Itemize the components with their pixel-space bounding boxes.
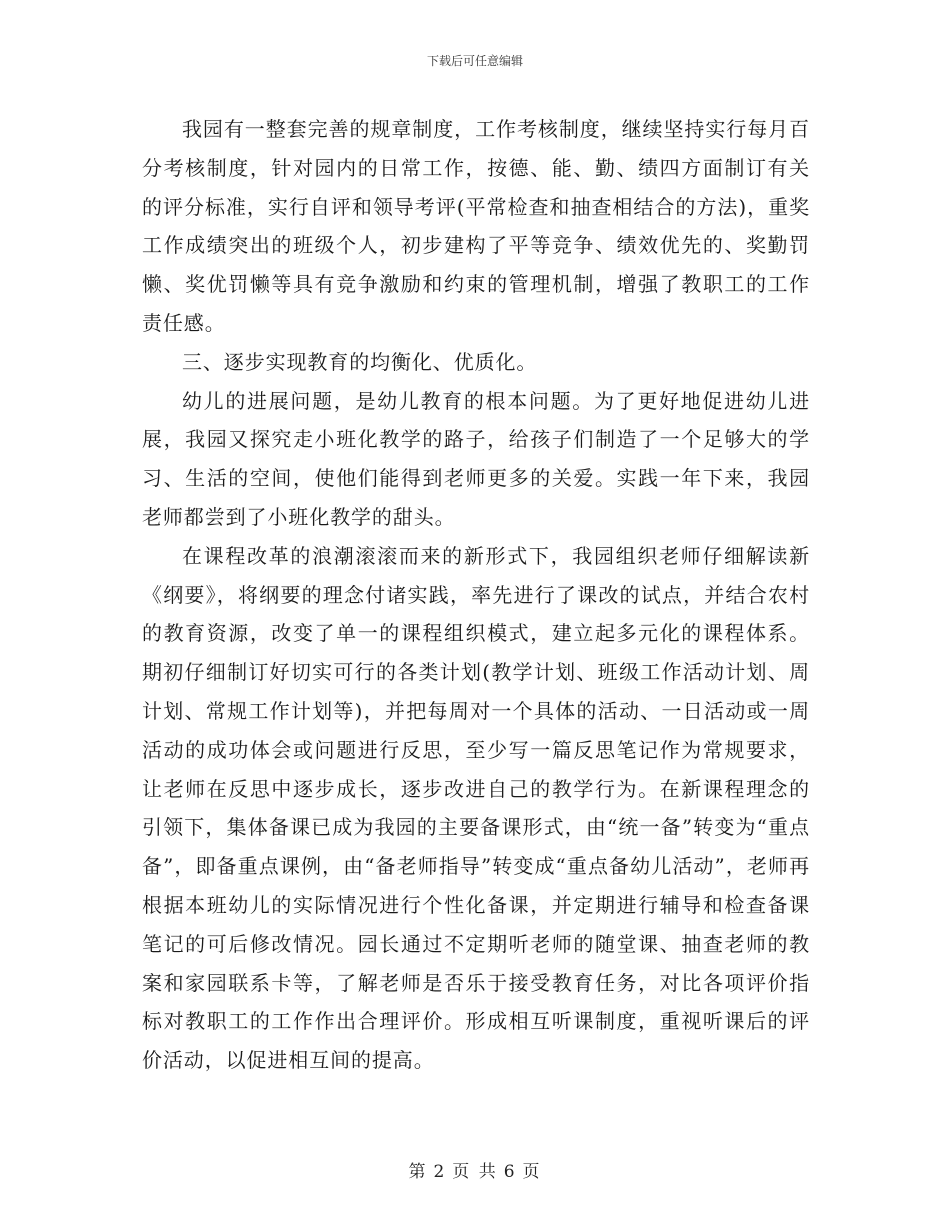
paragraph-small-class: 幼儿的进展问题，是幼儿教育的根本问题。为了更好地促进幼儿进展，我园又探究走小班化教学的路子，给孩子们制造了一个足够大的学习、生活的空间，使他们能得到老师更多的关爱。实践一年下来，我园老师都尝到了小班化教学的甜头。	[142, 388, 810, 529]
footer-suffix: 页	[522, 1162, 542, 1182]
page-header: 下载后可任意编辑	[426, 54, 523, 68]
paragraph-curriculum-reform: 在课程改革的浪潮滚滚而来的新形式下，我园组织老师仔细解读新《纲要》，将纲要的理念付诸实践，率先进行了课改的试点，并结合农村的教育资源，改变了单一的课程组织模式，建立起多元化的课程体系。期初仔细制订好切实可行的各类计划(教学计划、班级工作活动计划、周计划、常规工作计划等)，并把每周对一个具体的活动、一日活动或一周活动的成功体会或问题进行反思，至少写一篇反思笔记作为常规要求，让老师在反思中逐步成长，逐步改进自己的教学行为。在新课程理念的引领下，集体备课已成为我园的主要备课形式，由“统一备”转变为“重点备”，即备重点课例，由“备老师指导”转变成“重点备幼儿活动”，老师再根据本班幼儿的实际情况进行个性化备课，并定期进行辅导和检查备课笔记的可后修改情况。园长通过不定期听老师的随堂课、抽查老师的教案和家园联系卡等，了解老师是否乐于接受教育任务，对比各项评价指标对教职工的工作作出合理评价。形成相互听课制度，重视听课后的评价活动，以促进相互间的提高。	[142, 543, 810, 1073]
document-body	[142, 110, 810, 1080]
total-pages-number: 6	[503, 1162, 517, 1182]
footer-prefix: 第	[408, 1162, 428, 1182]
section-heading-3: 三、逐步实现教育的均衡化、优质化。	[182, 349, 538, 374]
paragraph-management-system: 我园有一整套完善的规章制度，工作考核制度，继续坚持实行每月百分考核制度，针对园内的日常工作，按德、能、勤、绩四方面制订有关的评分标准，实行自评和领导考评(平常检查和抽查相结合的方法)，重奖工作成绩突出的班级个人，初步建构了平等竞争、绩效优先的、奖勤罚懒、奖优罚懒等具有竞争激励和约束的管理机制，增强了教职工的工作责任感。	[142, 117, 810, 335]
footer-middle: 页 共	[452, 1162, 498, 1182]
current-page-number: 2	[433, 1162, 447, 1182]
page-footer	[0, 1157, 950, 1182]
